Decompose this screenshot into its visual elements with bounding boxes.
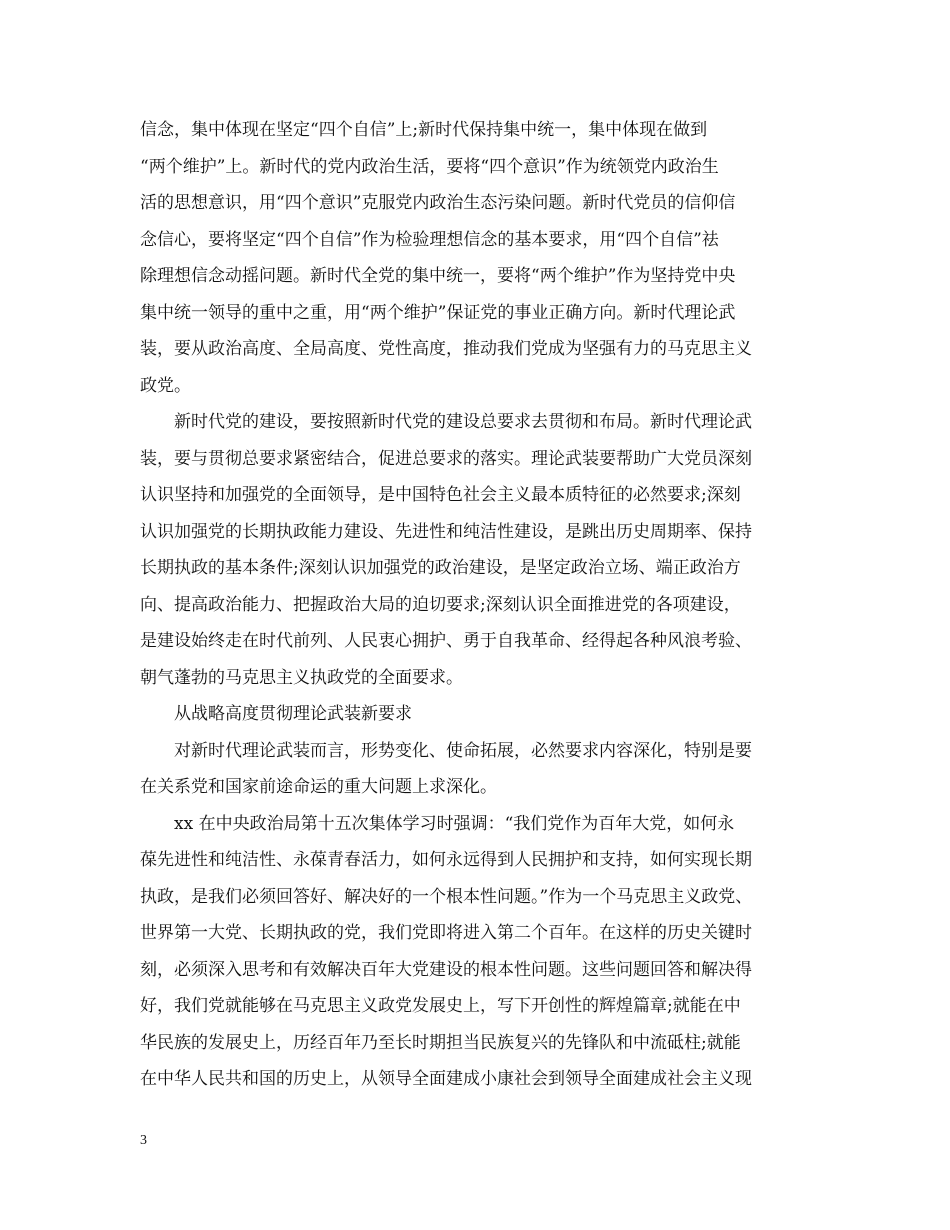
- text-line: xx 在中央政治局第十五次集体学习时强调：“我们党作为百年大党，如何永: [140, 813, 735, 834]
- text-line: 装，要从政治高度、全局高度、党性高度，推动我们党成为坚强有力的马克思主义: [140, 339, 752, 359]
- text-line: 葆先进性和纯洁性、永葆青春活力，如何永远得到人民拥护和支持，如何实现长期: [140, 850, 752, 870]
- text-line: 朝气蓬勃的马克思主义执政党的全面要求。: [140, 667, 463, 688]
- text-line: 是建设始终走在时代前列、人民衷心拥护、勇于自我革命、经得起各种风浪考验、: [140, 631, 752, 651]
- section-heading: 从战略高度贯彻理论武装新要求: [140, 704, 412, 724]
- text-line: 向、提高政治能力、把握政治大局的迫切要求;深刻认识全面推进党的各项建设，: [140, 594, 741, 615]
- text-line: 世界第一大党、长期执政的党，我们党即将进入第二个百年。在这样的历史关键时: [140, 923, 752, 943]
- text-line: 新时代党的建设，要按照新时代党的建设总要求去贯彻和布局。新时代理论武: [140, 412, 752, 432]
- text-line: 华民族的发展史上，历经百年乃至长时期担当民族复兴的先锋队和中流砥柱;就能: [140, 1032, 741, 1053]
- page-number: 3: [140, 1133, 147, 1148]
- text-line: 在中华人民共和国的历史上，从领导全面建成小康社会到领导全面建成社会主义现: [140, 1069, 752, 1089]
- text-line: 装，要与贯彻总要求紧密结合，促进总要求的落实。理论武装要帮助广大党员深刻: [140, 448, 752, 469]
- text-line: 除理想信念动摇问题。新时代全党的集中统一，要将“两个维护”作为坚持党中央: [140, 266, 736, 286]
- text-line: 好，我们党就能够在马克思主义政党发展史上，写下开创性的辉煌篇章;就能在中: [140, 996, 741, 1016]
- text-line: 对新时代理论武装而言，形势变化、使命拓展，必然要求内容深化，特别是要: [140, 740, 752, 761]
- text-line: 在关系党和国家前途命运的重大问题上求深化。: [140, 777, 497, 797]
- text-line: 认识坚持和加强党的全面领导，是中国特色社会主义最本质特征的必然要求;深刻: [140, 485, 741, 505]
- text-line: 长期执政的基本条件;深刻认识加强党的政治建设，是坚定政治立场、端正政治方: [140, 558, 741, 578]
- body-text: [140, 112, 820, 1098]
- text-line: 活的思想意识，用“四个意识”克服党内政治生态污染问题。新时代党员的信仰信: [140, 193, 736, 213]
- text-line: 刻，必须深入思考和有效解决百年大党建设的根本性问题。这些问题回答和解决得: [140, 959, 752, 980]
- text-line: 政党。: [140, 375, 191, 396]
- text-line: 念信心，要将坚定“四个自信”作为检验理想信念的基本要求，用“四个自信”祛: [140, 229, 719, 250]
- text-line: 信念，集中体现在坚定“四个自信”上;新时代保持集中统一，集中体现在做到: [140, 120, 708, 140]
- text-line: 集中统一领导的重中之重，用“两个维护”保证党的事业正确方向。新时代理论武: [140, 302, 736, 323]
- text-line: 执政，是我们必须回答好、解决好的一个根本性问题。”作为一个马克思主义政党、: [140, 886, 753, 907]
- text-line: “两个维护”上。新时代的党内政治生活，要将“四个意识”作为统领党内政治生: [140, 156, 719, 177]
- text-line: 认识加强党的长期执政能力建设、先进性和纯洁性建设，是跳出历史周期率、保持: [140, 521, 752, 542]
